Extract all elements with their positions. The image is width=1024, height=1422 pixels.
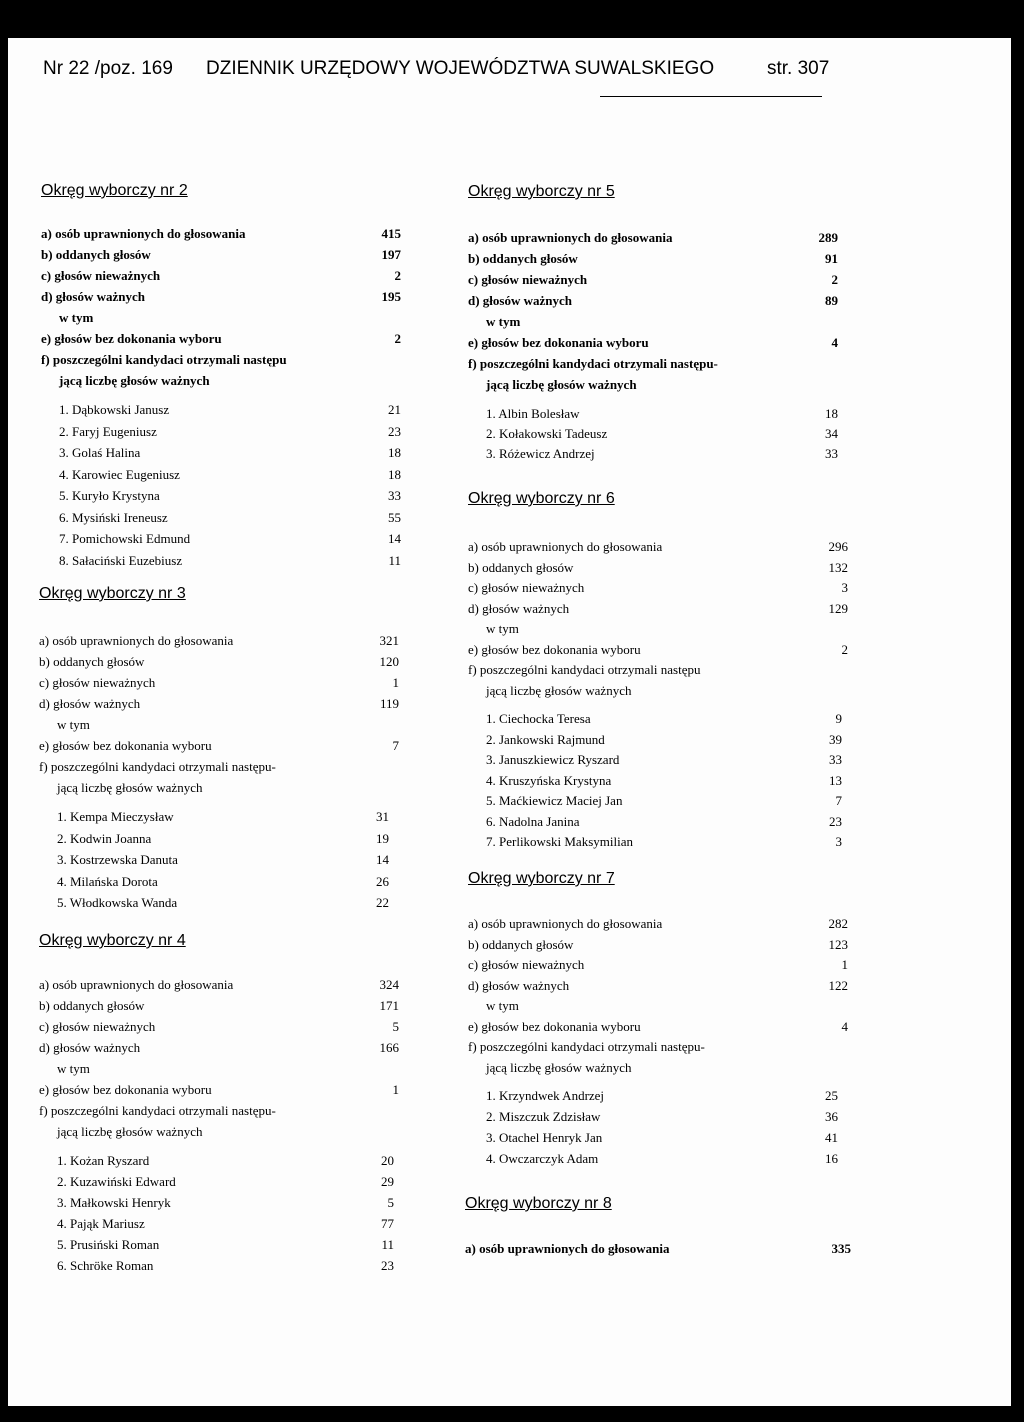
candidate-name: 5. Kuryło Krystyna xyxy=(59,488,160,503)
candidate-votes: 21 xyxy=(388,402,401,417)
candidate-name: 3. Golaś Halina xyxy=(59,445,141,460)
candidate-name: 1. Krzyndwek Andrzej xyxy=(486,1088,605,1103)
district-section xyxy=(468,183,838,461)
stat-value: 2 xyxy=(394,268,401,283)
candidate-name: 3. Różewicz Andrzej xyxy=(486,446,595,461)
candidate-name: 2. Jankowski Rajmund xyxy=(486,731,605,747)
stat-label: w tym xyxy=(57,1061,90,1076)
candidate-row xyxy=(468,1130,838,1146)
stat-row xyxy=(468,683,631,699)
stat-label: w tym xyxy=(486,998,519,1013)
candidate-row xyxy=(468,711,842,727)
candidate-votes: 26 xyxy=(376,873,389,889)
candidate-votes: 20 xyxy=(381,1153,394,1168)
stat-label: f) poszczególni kandydaci otrzymali następu- xyxy=(39,1103,276,1118)
stat-value: 3 xyxy=(841,580,848,595)
stat-row xyxy=(41,373,210,389)
candidate-votes: 11 xyxy=(388,552,401,568)
candidate-name: 2. Kuzawiński Edward xyxy=(57,1174,176,1189)
stat-label: b) oddanych głosów xyxy=(39,654,145,669)
stat-label: a) osób uprawnionych do głosowania xyxy=(41,226,246,241)
candidate-name: 4. Milańska Dorota xyxy=(57,873,158,889)
stat-value: 2 xyxy=(831,272,838,287)
stat-row xyxy=(468,230,838,246)
stat-row xyxy=(41,352,287,368)
stat-row xyxy=(468,662,700,678)
journal-title: DZIENNIK URZĘDOWY WOJEWÓDZTWA SUWALSKIEGO xyxy=(206,58,715,79)
stat-label: w tym xyxy=(486,621,519,636)
candidate-row xyxy=(468,1151,838,1167)
stat-label: a) osób uprawnionych do głosowania xyxy=(465,1241,670,1256)
stat-row xyxy=(468,957,848,973)
stat-value: 1 xyxy=(841,957,848,972)
candidate-votes: 19 xyxy=(376,830,389,846)
stat-label: jącą liczbę głosów ważnych xyxy=(57,780,203,795)
candidate-votes: 9 xyxy=(835,711,842,726)
stat-row xyxy=(41,310,93,326)
stat-label: f) poszczególni kandydaci otrzymali następu xyxy=(468,662,701,677)
stat-label: c) głosów nieważnych xyxy=(41,268,161,283)
page-number: str. 307 xyxy=(767,58,830,79)
stat-value: 2 xyxy=(394,331,401,346)
stat-row xyxy=(39,1019,399,1035)
candidate-votes: 18 xyxy=(388,466,401,482)
stat-label: d) głosów ważnych xyxy=(39,1040,141,1055)
candidate-name: 2. Kodwin Joanna xyxy=(57,830,152,846)
stat-label: b) oddanych głosów xyxy=(39,998,145,1013)
stat-value: 7 xyxy=(392,738,399,753)
stat-row xyxy=(39,1061,90,1077)
stat-row xyxy=(41,289,401,305)
stat-row xyxy=(468,977,848,994)
candidate-votes: 11 xyxy=(381,1237,394,1252)
candidate-name: 1. Kempa Mieczysław xyxy=(57,809,174,824)
candidate-row xyxy=(41,488,401,504)
stat-label: d) głosów ważnych xyxy=(39,696,141,711)
candidate-row xyxy=(41,552,401,569)
candidate-row xyxy=(468,813,842,830)
stat-row xyxy=(468,539,848,555)
stat-value: 335 xyxy=(831,1241,851,1256)
stat-label: f) poszczególni kandydaci otrzymali następu xyxy=(41,352,287,367)
district-section xyxy=(39,585,409,910)
stat-value: 415 xyxy=(381,226,401,241)
stat-value: 1 xyxy=(392,675,399,690)
candidate-votes: 14 xyxy=(376,852,389,867)
stat-label: f) poszczególni kandydaci otrzymali następu- xyxy=(39,759,276,774)
stat-label: b) oddanych głosów xyxy=(468,559,574,575)
stat-value: 132 xyxy=(828,559,848,575)
stat-value: 171 xyxy=(379,998,399,1013)
candidate-name: 5. Prusiński Roman xyxy=(57,1237,160,1252)
candidate-votes: 39 xyxy=(829,731,842,747)
candidate-row xyxy=(468,406,838,422)
stat-row xyxy=(468,251,838,267)
stat-value: 197 xyxy=(381,247,401,262)
stat-value: 289 xyxy=(818,230,838,245)
stat-label: b) oddanych głosów xyxy=(41,247,151,262)
candidate-name: 4. Karowiec Eugeniusz xyxy=(59,466,180,482)
candidate-votes: 13 xyxy=(829,772,842,788)
candidate-name: 3. Januszkiewicz Ryszard xyxy=(486,752,620,767)
stat-row xyxy=(39,998,399,1014)
candidate-votes: 23 xyxy=(829,813,842,829)
candidate-votes: 14 xyxy=(388,531,401,546)
stat-label: e) głosów bez dokonania wyboru xyxy=(39,738,212,753)
stat-row xyxy=(41,268,401,284)
candidate-name: 1. Ciechocka Teresa xyxy=(486,711,591,726)
stat-value: 120 xyxy=(379,654,399,669)
candidate-votes: 5 xyxy=(387,1195,394,1210)
stat-label: w tym xyxy=(486,314,521,329)
stat-row xyxy=(468,916,848,932)
stat-value: 91 xyxy=(825,251,838,266)
stat-row xyxy=(39,633,399,649)
district-section xyxy=(39,932,409,1273)
stat-label: jącą liczbę głosów ważnych xyxy=(486,1059,632,1075)
candidate-row xyxy=(41,466,401,483)
stat-row xyxy=(39,717,90,733)
candidate-row xyxy=(39,852,389,868)
stat-label: e) głosów bez dokonania wyboru xyxy=(39,1082,212,1097)
stat-label: e) głosów bez dokonania wyboru xyxy=(468,1018,641,1034)
candidate-votes: 3 xyxy=(835,834,842,849)
stat-label: w tym xyxy=(57,717,90,732)
stat-label: c) głosów nieważnych xyxy=(39,1019,156,1034)
candidate-row xyxy=(39,830,389,847)
candidate-votes: 18 xyxy=(825,406,838,421)
candidate-votes: 18 xyxy=(388,445,401,460)
stat-label: d) głosów ważnych xyxy=(468,600,570,616)
stat-label: f) poszczególni kandydaci otrzymali następu- xyxy=(468,356,718,371)
stat-label: jącą liczbę głosów ważnych xyxy=(486,377,637,392)
district-section xyxy=(468,870,848,1166)
district-title: Okręg wyborczy nr 6 xyxy=(468,490,615,507)
stat-value: 321 xyxy=(379,633,399,648)
stat-value: 166 xyxy=(379,1040,399,1055)
stat-label: d) głosów ważnych xyxy=(468,977,570,993)
stat-row xyxy=(39,696,399,712)
stat-row xyxy=(465,1241,851,1257)
stat-label: e) głosów bez dokonania wyboru xyxy=(468,335,649,350)
stat-row xyxy=(39,1040,399,1056)
stat-label: jącą liczbę głosów ważnych xyxy=(57,1124,203,1139)
candidate-row xyxy=(39,1258,394,1274)
candidate-votes: 55 xyxy=(388,509,401,525)
candidate-votes: 23 xyxy=(388,423,401,439)
district-title: Okręg wyborczy nr 8 xyxy=(465,1195,612,1212)
candidate-row xyxy=(468,793,842,809)
stat-row xyxy=(468,998,519,1014)
candidate-votes: 41 xyxy=(825,1130,838,1145)
stat-value: 122 xyxy=(828,977,848,993)
district-section xyxy=(41,182,411,568)
stat-label: w tym xyxy=(59,310,94,325)
candidate-votes: 36 xyxy=(825,1109,838,1124)
candidate-votes: 33 xyxy=(829,752,842,767)
stat-value: 195 xyxy=(381,289,401,304)
stat-row xyxy=(468,600,848,617)
stat-row xyxy=(39,759,276,775)
candidate-votes: 33 xyxy=(825,446,838,461)
stat-label: d) głosów ważnych xyxy=(41,289,146,304)
candidate-row xyxy=(468,426,838,442)
stat-label: e) głosów bez dokonania wyboru xyxy=(468,641,641,657)
stat-label: a) osób uprawnionych do głosowania xyxy=(39,633,234,648)
candidate-name: 2. Kołakowski Tadeusz xyxy=(486,426,608,441)
stat-row xyxy=(41,331,401,347)
candidate-name: 3. Małkowski Henryk xyxy=(57,1195,171,1210)
stat-value: 4 xyxy=(831,335,838,350)
candidate-row xyxy=(39,895,389,911)
stat-label: jącą liczbę głosów ważnych xyxy=(59,373,210,388)
stat-row xyxy=(39,1082,399,1098)
candidate-row xyxy=(468,1109,838,1125)
candidate-row xyxy=(39,1216,394,1232)
candidate-name: 2. Miszczuk Zdzisław xyxy=(486,1109,601,1124)
candidate-row xyxy=(468,752,842,768)
stat-value: 282 xyxy=(828,916,848,931)
candidate-name: 6. Mysiński Ireneusz xyxy=(59,509,168,525)
stat-row xyxy=(468,1060,631,1076)
stat-row xyxy=(468,641,848,658)
stat-value: 123 xyxy=(828,936,848,952)
stat-label: b) oddanych głosów xyxy=(468,251,578,266)
candidate-votes: 23 xyxy=(381,1258,394,1273)
candidate-name: 6. Schröke Roman xyxy=(57,1258,154,1273)
candidate-row xyxy=(468,834,842,850)
candidate-row xyxy=(39,1195,394,1211)
stat-row xyxy=(39,780,202,796)
candidate-name: 2. Faryj Eugeniusz xyxy=(59,423,157,439)
candidate-row xyxy=(468,731,842,748)
candidate-votes: 29 xyxy=(381,1174,394,1189)
stat-row xyxy=(41,226,401,242)
candidate-name: 4. Pająk Mariusz xyxy=(57,1216,145,1231)
stat-value: 324 xyxy=(379,977,399,992)
stat-label: d) głosów ważnych xyxy=(468,293,573,308)
stat-label: e) głosów bez dokonania wyboru xyxy=(41,331,222,346)
candidate-name: 7. Perlikowski Maksymilian xyxy=(486,834,633,849)
stat-row xyxy=(468,272,838,288)
candidate-name: 4. Owczarczyk Adam xyxy=(486,1151,599,1166)
stat-row xyxy=(39,1124,202,1140)
candidate-name: 3. Kostrzewska Danuta xyxy=(57,852,178,867)
district-title: Okręg wyborczy nr 4 xyxy=(39,932,186,949)
candidate-row xyxy=(468,446,838,462)
candidate-votes: 31 xyxy=(376,809,389,824)
candidate-name: 1. Kożan Ryszard xyxy=(57,1153,150,1168)
stat-row xyxy=(468,293,838,309)
district-section xyxy=(465,1195,851,1256)
stat-row xyxy=(41,247,401,263)
stat-row xyxy=(39,675,399,691)
district-title: Okręg wyborczy nr 5 xyxy=(468,183,615,200)
stat-label: c) głosów nieważnych xyxy=(468,580,585,595)
stat-value: 2 xyxy=(841,641,848,657)
candidate-name: 5. Włodkowska Wanda xyxy=(57,895,178,910)
candidate-row xyxy=(39,809,389,825)
stat-label: f) poszczególni kandydaci otrzymali następu- xyxy=(468,1039,705,1054)
candidate-row xyxy=(39,1153,394,1169)
stat-row xyxy=(468,335,838,351)
candidate-name: 5. Maćkiewicz Maciej Jan xyxy=(486,793,623,808)
stat-value: 296 xyxy=(828,539,848,554)
stat-row xyxy=(468,621,519,637)
stat-value: 129 xyxy=(828,600,848,616)
stat-row xyxy=(39,654,399,670)
candidate-votes: 34 xyxy=(825,426,838,441)
candidate-votes: 77 xyxy=(381,1216,394,1231)
stat-label: b) oddanych głosów xyxy=(468,936,574,952)
candidate-name: 8. Sałaciński Euzebiusz xyxy=(59,552,183,568)
stat-label: c) głosów nieważnych xyxy=(468,957,585,972)
candidate-votes: 33 xyxy=(388,488,401,503)
stat-label: jącą liczbę głosów ważnych xyxy=(486,682,632,698)
candidate-row xyxy=(41,509,401,526)
stat-label: a) osób uprawnionych do głosowania xyxy=(468,539,663,554)
stat-row xyxy=(468,580,848,596)
candidate-row xyxy=(41,402,401,418)
candidate-votes: 16 xyxy=(825,1151,838,1166)
stat-row xyxy=(468,1018,848,1035)
candidate-name: 7. Pomichowski Edmund xyxy=(59,531,191,546)
candidate-row xyxy=(468,1088,838,1104)
stat-row xyxy=(468,314,520,330)
stat-row xyxy=(39,1103,276,1119)
candidate-votes: 22 xyxy=(376,895,389,910)
candidate-row xyxy=(39,1174,394,1190)
stat-row xyxy=(39,977,399,993)
stat-row xyxy=(468,559,848,576)
candidate-name: 1. Albin Bolesław xyxy=(486,406,580,421)
candidate-row xyxy=(41,531,401,547)
candidate-row xyxy=(41,423,401,440)
stat-row xyxy=(468,936,848,953)
stat-label: c) głosów nieważnych xyxy=(39,675,156,690)
stat-value: 119 xyxy=(379,696,399,711)
candidate-name: 3. Otachel Henryk Jan xyxy=(486,1130,603,1145)
candidate-name: 6. Nadolna Janina xyxy=(486,813,580,829)
issue-number: Nr 22 /poz. 169 xyxy=(43,58,173,79)
stat-label: a) osób uprawnionych do głosowania xyxy=(468,230,673,245)
candidate-row xyxy=(39,1237,394,1253)
district-title: Okręg wyborczy nr 3 xyxy=(39,585,186,602)
header-rule xyxy=(600,96,822,97)
stat-row xyxy=(39,738,399,754)
district-title: Okręg wyborczy nr 2 xyxy=(41,182,188,199)
candidate-name: 1. Dąbkowski Janusz xyxy=(59,402,170,417)
district-title: Okręg wyborczy nr 7 xyxy=(468,870,615,887)
candidate-votes: 25 xyxy=(825,1088,838,1103)
candidate-row xyxy=(41,445,401,461)
candidate-name: 4. Kruszyńska Krystyna xyxy=(486,772,612,788)
stat-value: 89 xyxy=(825,293,838,308)
stat-row xyxy=(468,1039,705,1055)
candidate-row xyxy=(39,873,389,890)
stat-label: a) osób uprawnionych do głosowania xyxy=(39,977,234,992)
district-section xyxy=(468,490,848,849)
candidate-row xyxy=(468,772,842,789)
stat-label: c) głosów nieważnych xyxy=(468,272,588,287)
stat-label: a) osób uprawnionych do głosowania xyxy=(468,916,663,931)
stat-value: 5 xyxy=(392,1019,399,1034)
stat-value: 4 xyxy=(841,1018,848,1034)
stat-value: 1 xyxy=(392,1082,399,1097)
stat-row xyxy=(468,377,637,393)
stat-row xyxy=(468,356,718,372)
candidate-votes: 7 xyxy=(835,793,842,808)
